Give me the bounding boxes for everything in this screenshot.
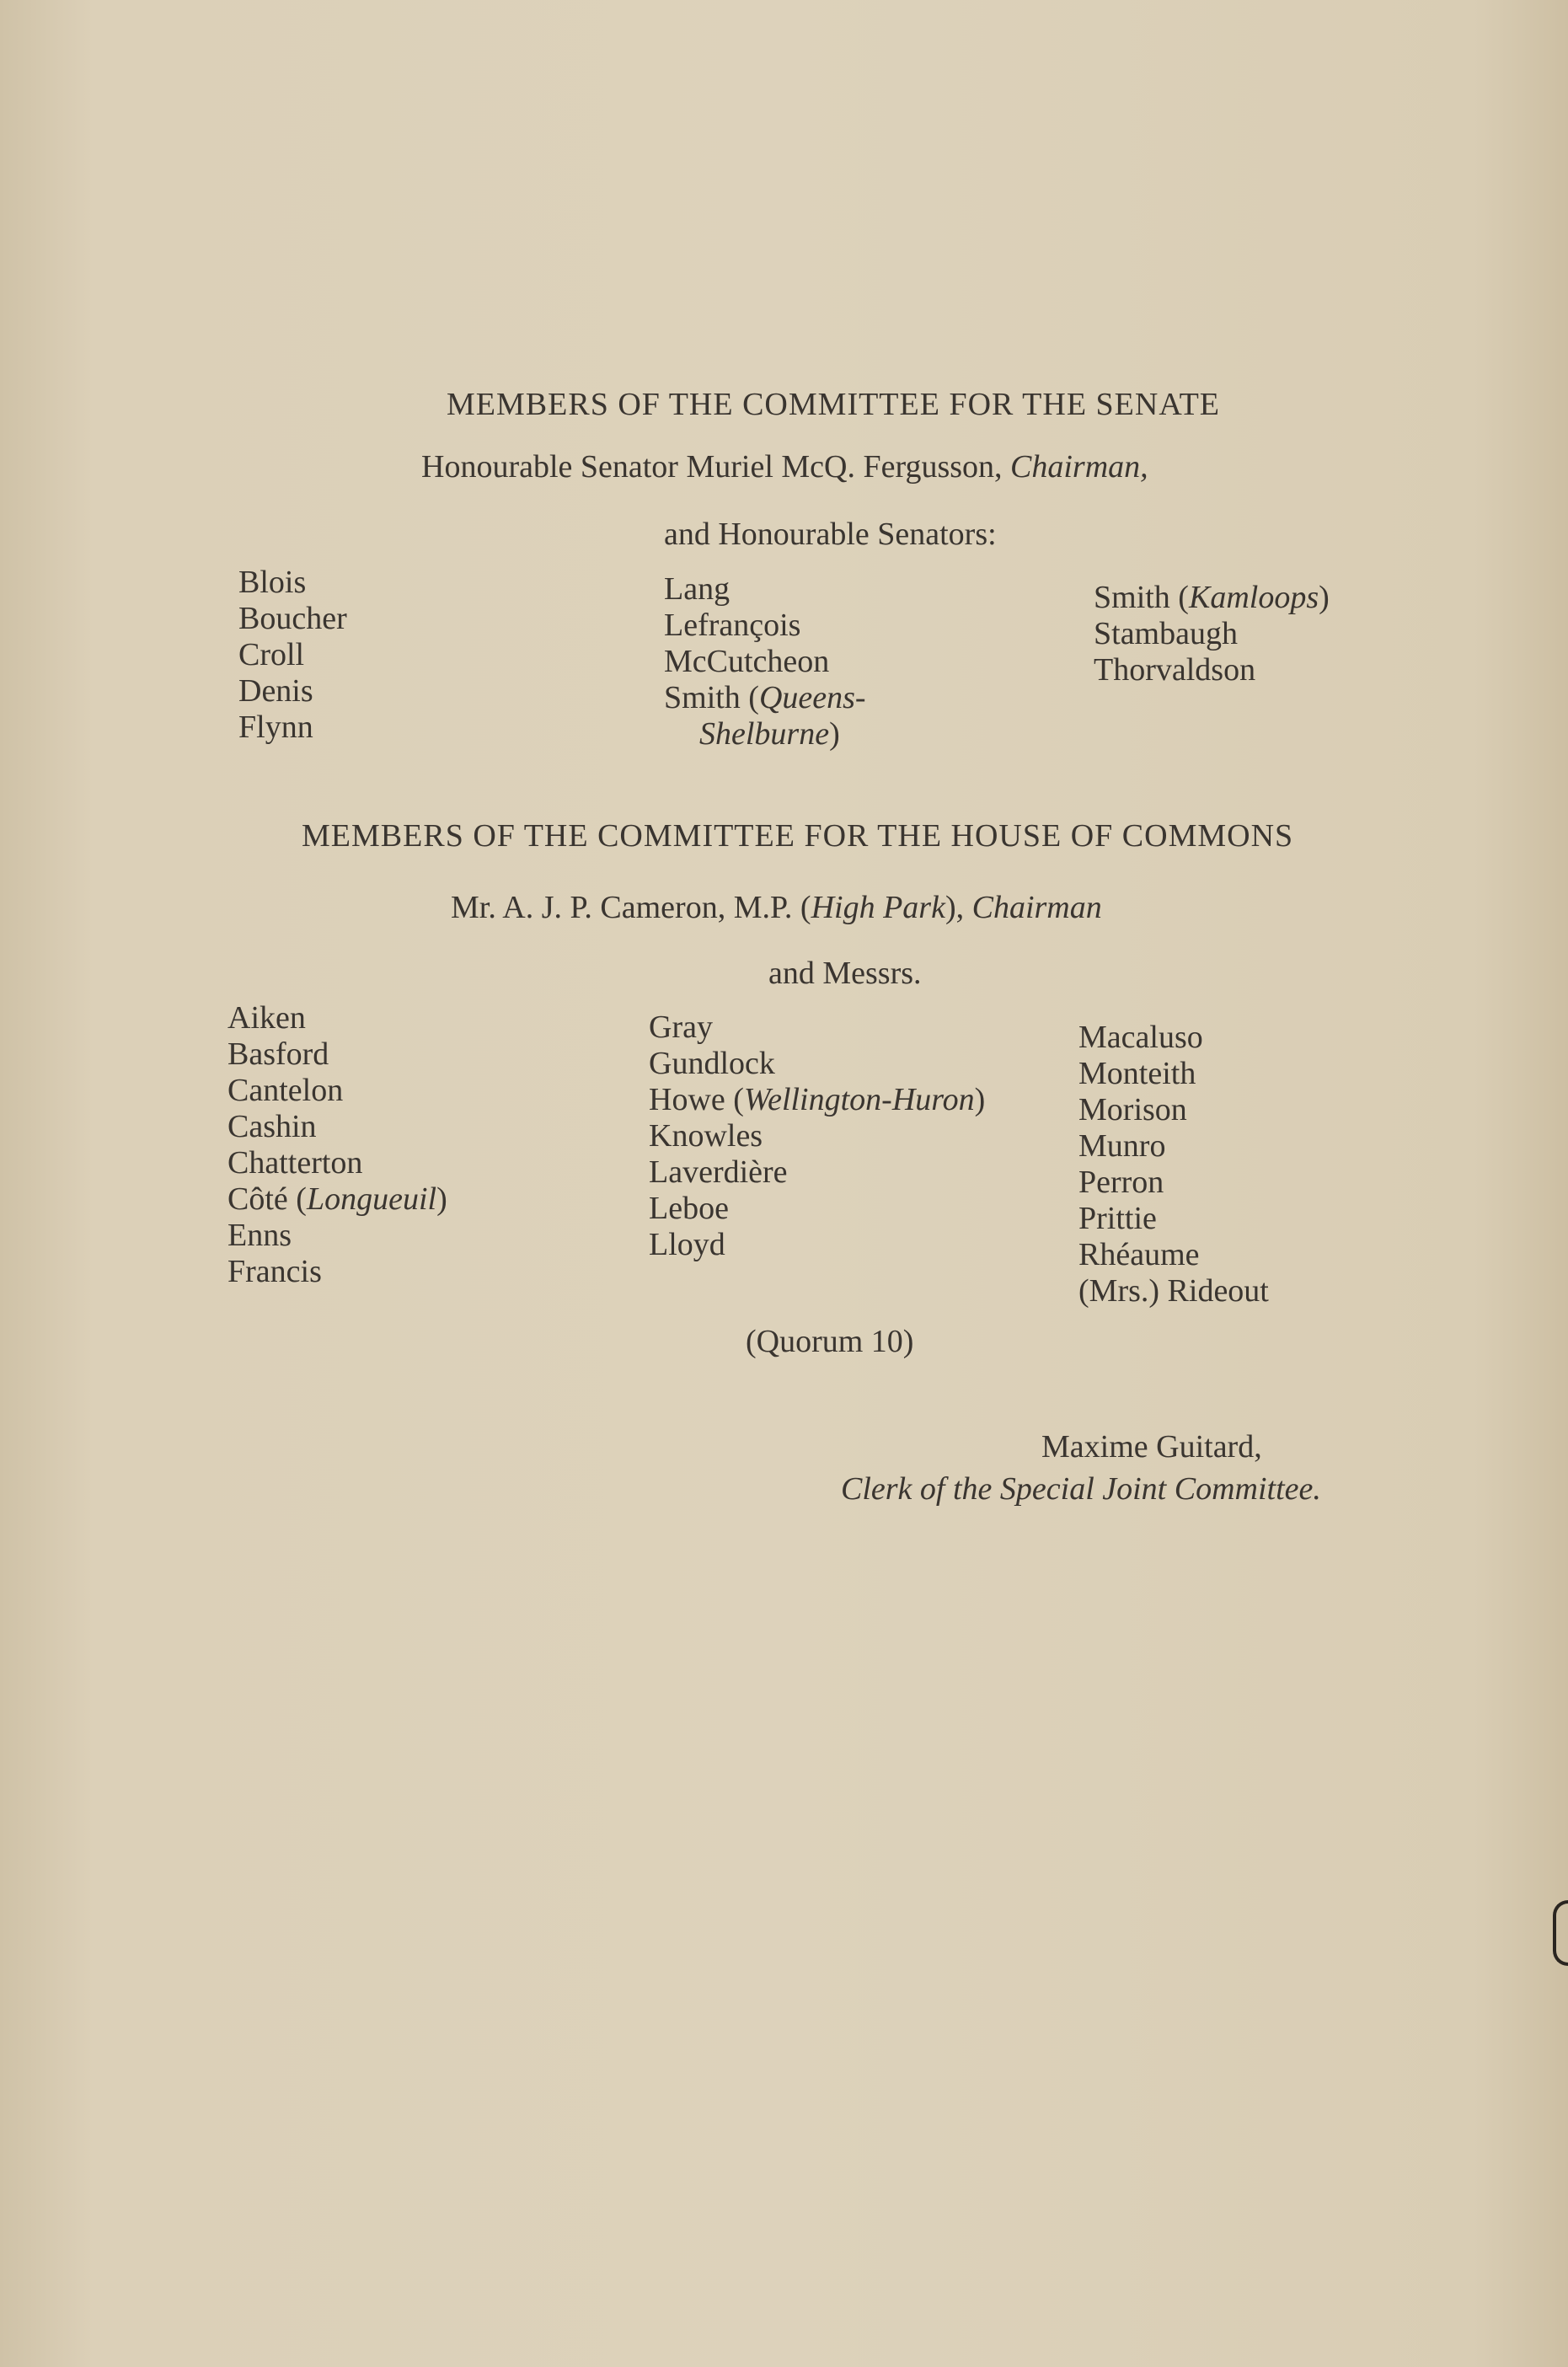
closing-paren: ) <box>1319 580 1330 615</box>
senator-name: Denis <box>238 673 313 709</box>
member-name: Francis <box>227 1254 322 1289</box>
senate-chairman-name: Honourable Senator Muriel McQ. Fergusson, <box>421 449 1011 485</box>
senator-name: Thorvaldson <box>1094 652 1256 688</box>
senate-column-3 <box>1094 580 1330 688</box>
chairman-separator: ), <box>945 890 972 925</box>
member-name: Leboe <box>649 1191 729 1226</box>
member-name: Cantelon <box>227 1073 344 1108</box>
senator-constituency: Kamloops <box>1188 580 1319 615</box>
senator-name: McCutcheon <box>664 644 830 679</box>
commons-column-1 <box>227 1000 447 1290</box>
member-name: Morison <box>1078 1092 1187 1127</box>
senator-surname: Smith ( <box>1094 580 1189 615</box>
closing-paren: ) <box>974 1082 986 1117</box>
commons-and-line: and Messrs. <box>768 956 922 991</box>
commons-chairman-riding: High Park <box>811 890 945 925</box>
senator-name: Blois <box>238 565 307 600</box>
member-name: Macaluso <box>1078 1020 1203 1055</box>
clerk-title: Clerk of the Special Joint Committee. <box>841 1471 1321 1507</box>
binding-hole-mark <box>1553 1900 1568 1966</box>
senator-constituency: Queens- <box>758 680 866 715</box>
senate-and-line: and Honourable Senators: <box>664 517 997 552</box>
commons-chairman-line <box>451 889 1102 926</box>
senator-name <box>664 680 866 716</box>
commons-chairman-name: Mr. A. J. P. Cameron, M.P. ( <box>451 890 811 925</box>
senator-surname: Smith ( <box>664 680 759 715</box>
closing-paren: ) <box>829 716 840 752</box>
quorum-note: (Quorum 10) <box>746 1324 914 1359</box>
member-name: Gray <box>649 1009 713 1045</box>
commons-column-2 <box>649 1009 985 1263</box>
member-name: Laverdière <box>649 1154 788 1190</box>
commons-chairman-role: Chairman <box>971 890 1102 925</box>
senate-chairman-line <box>421 448 1148 485</box>
senator-name: Flynn <box>238 710 313 745</box>
member-name <box>227 1181 447 1218</box>
member-name: Lloyd <box>649 1227 725 1262</box>
member-name: Perron <box>1078 1165 1164 1200</box>
senate-heading: MEMBERS OF THE COMMITTEE FOR THE SENATE <box>447 387 1220 422</box>
member-name: Enns <box>227 1218 292 1253</box>
member-name: Rhéaume <box>1078 1237 1200 1272</box>
commons-heading: MEMBERS OF THE COMMITTEE FOR THE HOUSE OF COMMONS <box>302 818 1294 854</box>
member-name: Munro <box>1078 1128 1166 1164</box>
senate-chairman-role: Chairman, <box>1010 449 1148 485</box>
member-surname: Côté ( <box>227 1181 307 1217</box>
senator-name: Croll <box>238 637 305 672</box>
member-name: Monteith <box>1078 1056 1196 1091</box>
commons-column-3 <box>1078 1020 1269 1309</box>
senate-column-1 <box>238 565 347 746</box>
senator-constituency: Shelburne <box>699 716 830 752</box>
senator-name-continued <box>664 716 866 752</box>
member-name: Gundlock <box>649 1046 775 1081</box>
member-name: Aiken <box>227 1000 306 1036</box>
senator-name <box>1094 580 1330 616</box>
member-riding: Wellington-Huron <box>743 1082 975 1117</box>
clerk-name: Maxime Guitard, <box>1041 1429 1262 1465</box>
senator-name: Stambaugh <box>1094 616 1238 651</box>
closing-paren: ) <box>436 1181 447 1217</box>
member-name: Chatterton <box>227 1145 363 1181</box>
senator-name: Lang <box>664 571 730 607</box>
member-surname: Howe ( <box>649 1082 744 1117</box>
member-name: Cashin <box>227 1109 317 1144</box>
member-name: Knowles <box>649 1118 763 1154</box>
senator-name: Boucher <box>238 601 347 636</box>
member-name: Basford <box>227 1036 329 1072</box>
senator-name: Lefrançois <box>664 608 801 643</box>
member-name: (Mrs.) Rideout <box>1078 1273 1269 1309</box>
senate-column-2 <box>664 571 866 752</box>
member-name <box>649 1082 985 1118</box>
member-riding: Longueuil <box>306 1181 437 1217</box>
member-name: Prittie <box>1078 1201 1157 1236</box>
